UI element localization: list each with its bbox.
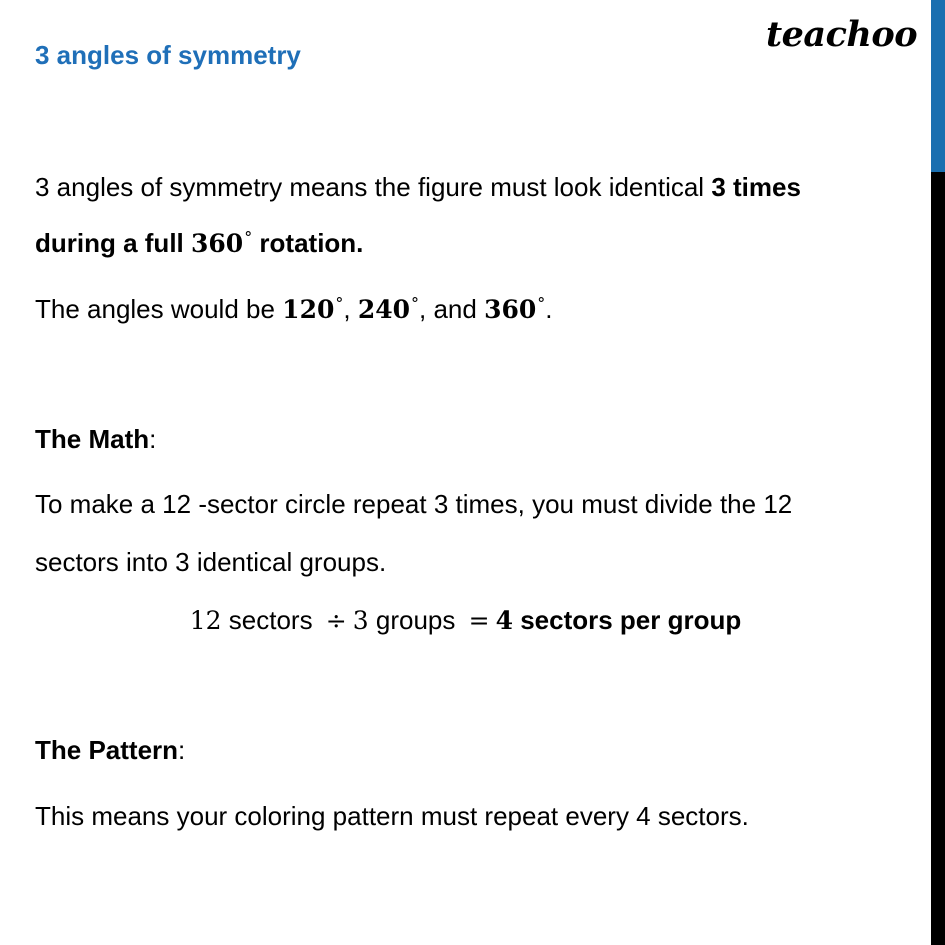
page-heading: 3 angles of symmetry — [35, 40, 301, 70]
para3-line1: To make a 12 -sector circle repeat 3 times, you must divide the 12 — [35, 489, 793, 519]
para2-end: . — [545, 294, 553, 324]
para2-sep2: , and — [419, 294, 485, 324]
para1-bold: 3 times — [711, 172, 801, 202]
pattern-heading — [35, 735, 185, 766]
para2-sep1: , — [343, 294, 358, 324]
eq-div: ÷ — [325, 606, 347, 635]
math-heading — [35, 424, 156, 455]
para1-bold-2a: during a full — [35, 228, 191, 258]
eq-4: 4 — [495, 606, 513, 635]
para1-line1 — [35, 172, 801, 203]
degree-symbol: ° — [244, 228, 253, 247]
para3-line2: sectors into 3 identical groups. — [35, 547, 387, 577]
pattern-heading-colon: : — [178, 735, 186, 765]
math-360: 360 — [191, 229, 244, 258]
angle-360: 360 — [484, 295, 537, 324]
eq-groups: groups — [368, 605, 463, 635]
eq-3: 3 — [352, 606, 369, 635]
eq-equals: = — [468, 606, 490, 635]
math-heading-colon: : — [149, 424, 157, 454]
para1-text: 3 angles of symmetry means the figure must look identical — [35, 172, 712, 202]
eq-12: 12 — [189, 606, 222, 635]
scrollbar-thumb[interactable] — [931, 0, 945, 172]
eq-result: sectors per group — [512, 605, 742, 635]
para2 — [35, 294, 552, 325]
pattern-heading-label: The Pattern — [35, 735, 179, 765]
teachoo-logo: teachoo — [766, 14, 918, 55]
para2-text: The angles would be — [35, 294, 283, 324]
angle-240: 240 — [357, 295, 410, 324]
degree-symbol: ° — [335, 294, 344, 313]
equation — [0, 605, 931, 636]
degree-symbol: ° — [537, 294, 546, 313]
scrollbar[interactable] — [931, 0, 945, 945]
para1-bold-2b: rotation. — [252, 228, 364, 258]
para1-line2 — [35, 228, 363, 259]
angle-120: 120 — [282, 295, 335, 324]
para4: This means your coloring pattern must repeat every 4 sectors. — [35, 801, 749, 831]
math-heading-label: The Math — [35, 424, 150, 454]
degree-symbol: ° — [411, 294, 419, 313]
eq-sectors: sectors — [221, 605, 320, 635]
